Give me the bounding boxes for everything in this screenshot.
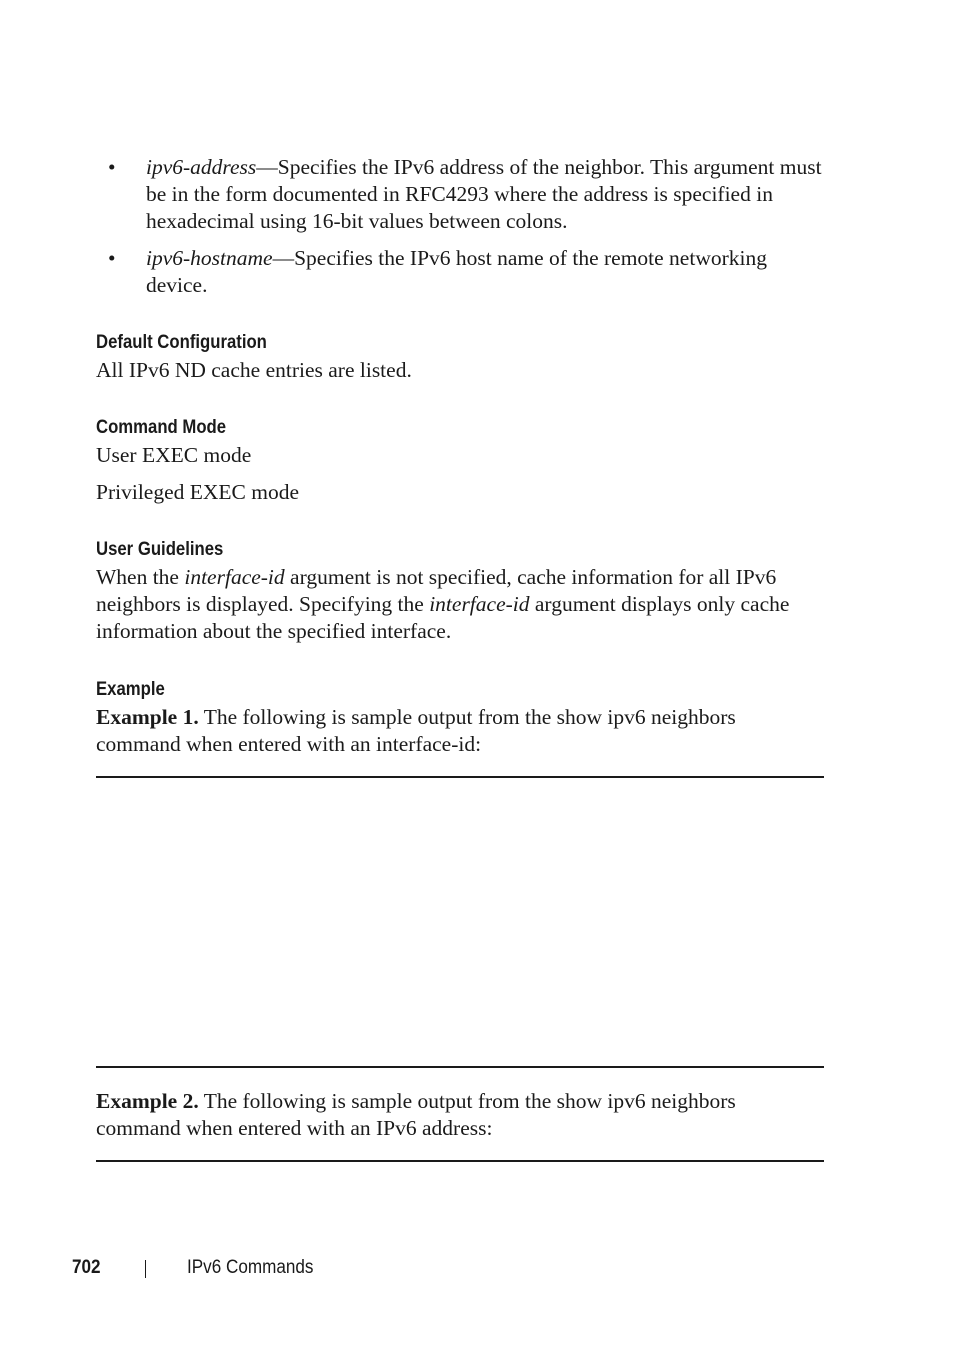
section-text: All IPv6 ND cache entries are listed. [96,358,412,382]
code-block-bottom-rule [96,1066,824,1068]
argument-description: —Specifies the IPv6 address of the neighbor. This argument must be in the form documented in RFC4293 where the address is specified in hexadecimal using 16-bit values between colons. [146,155,822,233]
bullet-icon: • [108,155,116,179]
text-run: The following is sample output from the show ipv6 neighbors command when entered with an IPv6 address: [96,1089,736,1140]
argument-term: ipv6-hostname [146,246,273,270]
footer-divider [145,1260,146,1278]
chapter-title: IPv6 Commands [187,1257,314,1278]
example-section [96,678,823,758]
argument-list [108,154,823,309]
command-mode-line: User EXEC mode [96,443,252,467]
section-text [96,564,823,645]
example-2-text [96,1088,823,1142]
example-label: Example 1. [96,705,199,729]
example-label: Example 2. [96,1089,199,1113]
example-2-section [96,1088,823,1142]
code-block-top-rule [96,776,824,778]
section-heading: User Guidelines [96,539,224,560]
list-item [108,245,823,299]
example-1-text [96,704,823,758]
argument-term: ipv6-address [146,155,257,179]
argument-term: interface-id [429,592,530,616]
command-mode-section [96,416,823,506]
text-run: The following is sample output from the show ipv6 neighbors command when entered with an interface-id: [96,705,736,756]
page-number: 702 [72,1257,101,1278]
argument-description: —Specifies the IPv6 host name of the remote networking device. [146,246,767,297]
bullet-icon: • [108,246,116,270]
section-heading: Example [96,679,165,700]
user-guidelines-section [96,538,823,645]
text-run: When the [96,565,185,589]
section-heading: Default Configuration [96,332,267,353]
section-heading: Command Mode [96,417,227,438]
command-mode-line: Privileged EXEC mode [96,480,300,504]
list-item [108,154,823,235]
default-configuration-section [96,331,823,384]
argument-term: interface-id [184,565,285,589]
text-run: argument is not specified, cache information for all IPv6 neighbors is displayed. Specifying the [96,565,777,616]
text-run: argument displays only cache information about the specified interface. [96,592,790,643]
code-block-top-rule [96,1160,824,1162]
